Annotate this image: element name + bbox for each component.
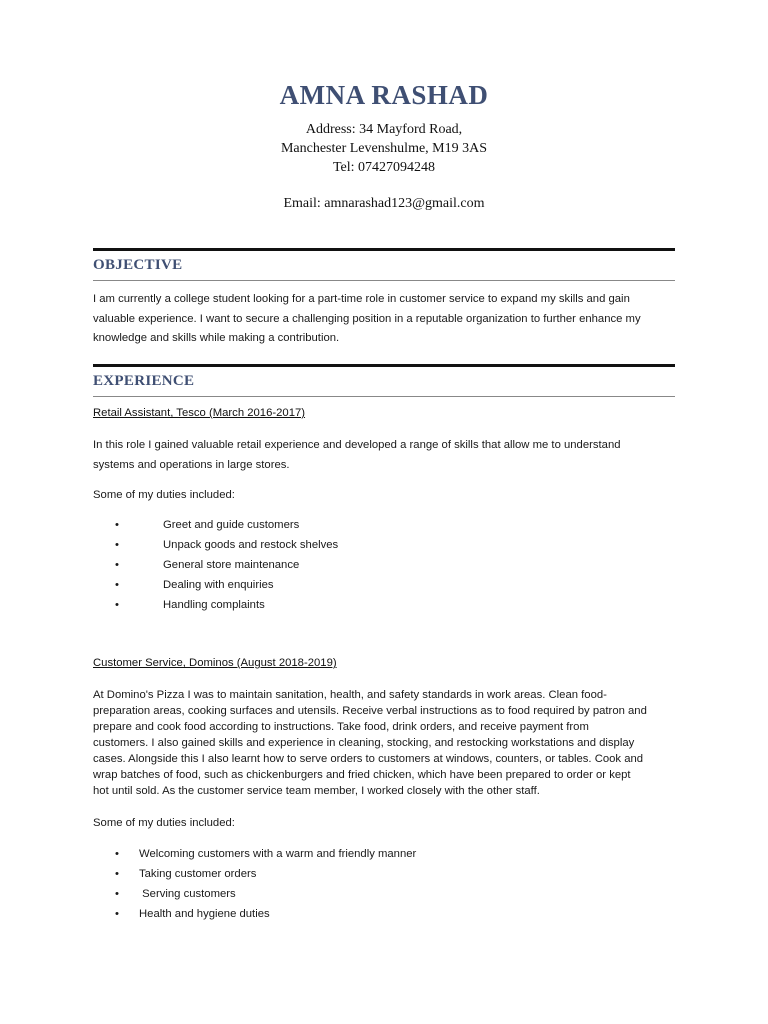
bullet-icon: • [115,848,119,860]
list-item [93,515,493,535]
bullet-icon: • [115,539,119,551]
job-description-line: In this role I gained valuable retail experience and developed a range of skills that allow me to understand [93,439,621,451]
section-divider-thick [93,364,675,367]
list-item [93,844,493,864]
address-line-2: Manchester Levenshulme, M19 3AS [280,141,488,156]
duties-list [93,844,493,924]
bullet-icon: • [115,599,119,611]
experience-heading: EXPERIENCE [93,373,195,389]
candidate-name: AMNA RASHAD [279,80,489,110]
bullet-icon: • [115,888,119,900]
objective-line: knowledge and skills while making a contribution. [93,332,340,344]
duty-text: General store maintenance [163,559,300,571]
list-item [93,595,493,615]
address-line-1: Address: 34 Mayford Road, [305,122,463,137]
job-description-line: wrap batches of food, such as chickenburgers and fried chicken, which have been prepared to order or kept [93,769,631,781]
section-divider-thin [93,396,675,397]
bullet-icon: • [115,559,119,571]
job-description-line: customers. I also gained skills and experience in cleaning, stocking, and restocking workstations and display [93,737,635,749]
section-divider-thick [93,248,675,251]
list-item [93,535,493,555]
section-divider-thin [93,280,675,281]
list-item [93,575,493,595]
objective-line: valuable experience. I want to secure a challenging position in a reputable organization to further enhance my [93,312,641,325]
duties-list [93,515,493,615]
job-description [93,436,675,475]
duty-text: Health and hygiene duties [139,908,270,920]
job-description-line: systems and operations in large stores. [93,458,290,471]
duty-text: Dealing with enquiries [163,579,274,591]
bullet-icon: • [115,908,119,920]
duty-text: Greet and guide customers [163,519,300,531]
objective-text [93,290,675,349]
list-item [93,884,493,904]
duty-text: Taking customer orders [139,868,257,880]
bullet-icon: • [115,868,119,880]
job-description-line: hot until sold. As the customer service team member, I worked closely with the other staff. [93,785,540,797]
duty-text: Serving customers [139,888,236,900]
duty-text: Welcoming customers with a warm and friendly manner [139,848,417,860]
job-description [93,687,675,799]
list-item [93,904,493,924]
telephone: Tel: 07427094248 [332,160,436,175]
duty-text: Handling complaints [163,599,265,611]
bullet-icon: • [115,579,119,591]
email: Email: amnarashad123@gmail.com [283,196,485,211]
duty-text: Unpack goods and restock shelves [163,539,339,551]
bullet-icon: • [115,519,119,531]
job-title: Retail Assistant, Tesco (March 2016-2017) [93,407,306,419]
duties-intro: Some of my duties included: [93,489,235,501]
objective-heading: OBJECTIVE [93,257,183,273]
list-item [93,555,493,575]
job-title: Customer Service, Dominos (August 2018-2019) [93,657,337,669]
job-description-line: prepare and cook food according to instructions. Take food, drink orders, and receive payment from [93,721,589,733]
duties-intro: Some of my duties included: [93,817,235,829]
list-item [93,864,493,884]
job-description-line: cases. Alongside this I also learnt how to serve orders to customers at windows, counters, or tables. Cook and [93,753,644,765]
objective-line: I am currently a college student looking for a part-time role in customer service to expand my skills and gain [93,293,630,305]
job-description-line: At Domino's Pizza I was to maintain sanitation, health, and safety standards in work areas. Clean food- [93,689,607,701]
job-description-line: preparation areas, cooking surfaces and utensils. Receive verbal instructions as to food required by patron and [93,705,647,717]
